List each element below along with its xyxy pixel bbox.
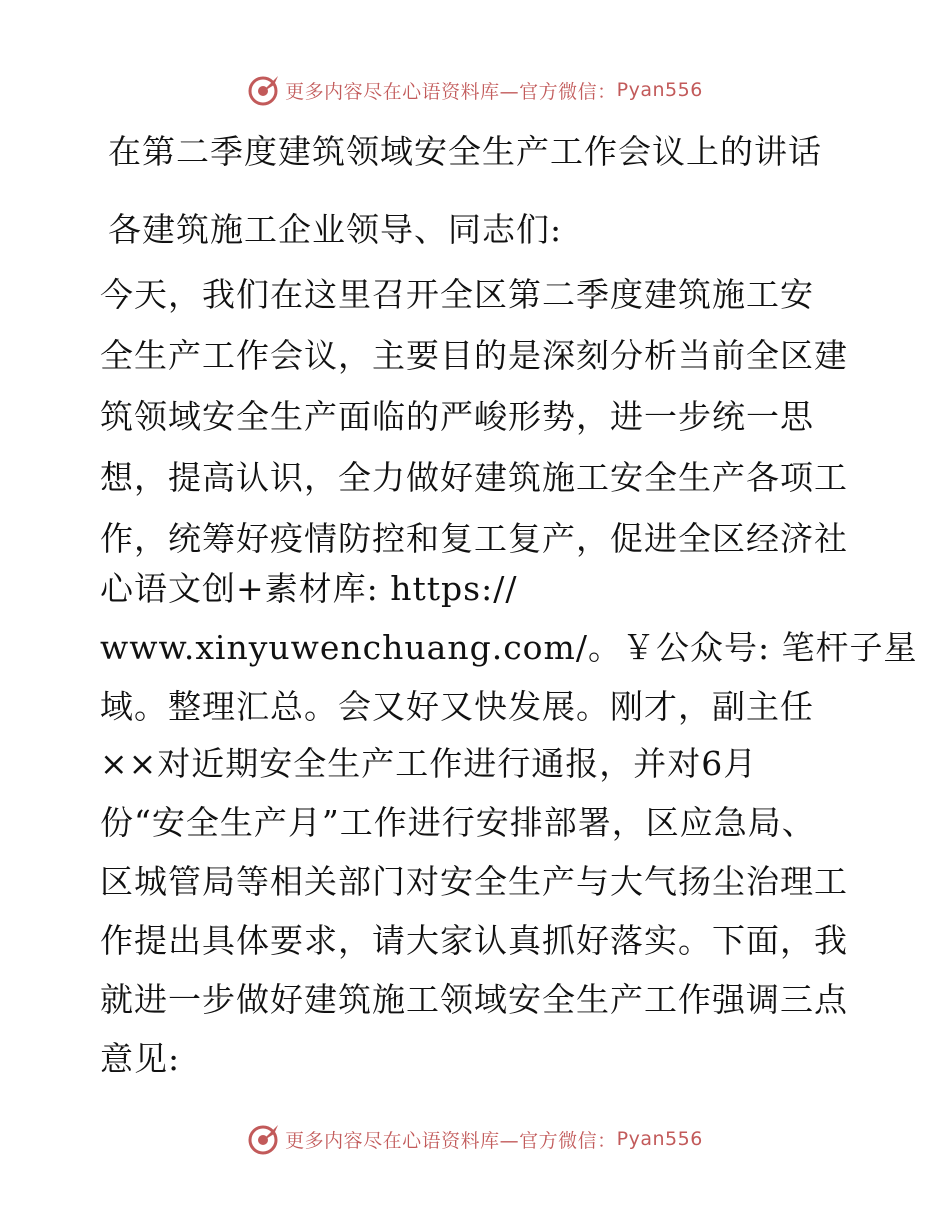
body-line: 作提出具体要求，请大家认真抓好落实。下面，我 — [100, 921, 848, 960]
body-line: 今天，我们在这里召开全区第二季度建筑施工安 — [100, 275, 814, 314]
banner-text: 更多内容尽在心语资料库—官方微信： — [285, 1129, 617, 1152]
footer-watermark-banner — [0, 1119, 950, 1159]
body-line: 意见: — [100, 1039, 181, 1078]
body-line: 想，提高认识，全力做好建筑施工安全生产各项工 — [100, 458, 848, 497]
body-line: 区城管局等相关部门对安全生产与大气扬尘治理工 — [100, 862, 848, 901]
body-line: ××对近期安全生产工作进行通报，并对6月 — [100, 744, 758, 783]
body-line: 心语文创+素材库: https:// — [100, 569, 518, 608]
salutation: 各建筑施工企业领导、同志们: — [108, 210, 563, 249]
quill-logo-icon — [247, 73, 281, 107]
body-line: 作，统筹好疫情防控和复工复产，促进全区经济社 — [100, 519, 848, 558]
body-line: 筑领域安全生产面临的严峻形势，进一步统一思 — [100, 397, 814, 436]
body-line: 域。整理汇总。会又好又快发展。刚才，副主任 — [100, 687, 814, 726]
header-watermark-banner — [0, 70, 950, 110]
body-line: 全生产工作会议，主要目的是深刻分析当前全区建 — [100, 336, 848, 375]
body-line: www.xinyuwenchuang.com/。￥公众号: 笔杆子星 — [100, 628, 918, 667]
body-line: 份“安全生产月”工作进行安排部署，区应急局、 — [100, 803, 816, 842]
quill-logo-icon — [247, 1122, 281, 1156]
document-title: 在第二季度建筑领域安全生产工作会议上的讲话 — [108, 132, 822, 171]
body-line: 就进一步做好建筑施工领域安全生产工作强调三点 — [100, 980, 848, 1019]
banner-wechat-id: Pyan556 — [616, 79, 703, 101]
banner-wechat-id: Pyan556 — [616, 1128, 703, 1150]
banner-text: 更多内容尽在心语资料库—官方微信： — [285, 80, 617, 103]
